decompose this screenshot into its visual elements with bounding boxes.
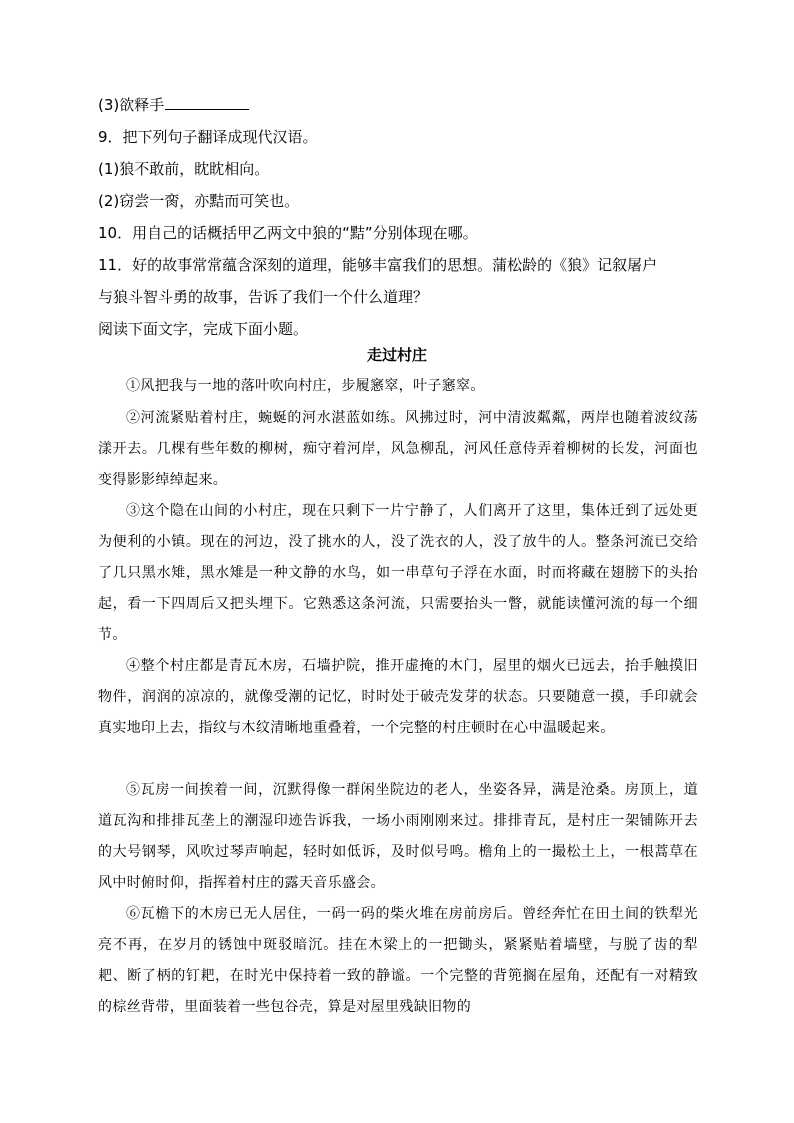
question-11-line-1: 11．好的故事常常蕴含深刻的道理，能够丰富我们的思想。蒲松龄的《狼》记叙屠户	[98, 256, 658, 274]
question-8-3-text: (3)欲释手	[98, 96, 165, 114]
article-paragraph-4: ④整个村庄都是青瓦木房，石墙护院，推开虚掩的木门，屋里的烟火已远去，抬手触摸旧物件，润润的凉凉的，就像受潮的记忆，时时处于破壳发芽的状态。只要随意一摸，手印就会真实地印上去，指纹与木纹清晰地重叠着，一个完整的村庄顿时在心中温暖起来。	[98, 658, 698, 736]
reading-instruction: 阅读下面文字，完成下面小题。	[98, 320, 309, 338]
question-11-line-2: 与狼斗智斗勇的故事，告诉了我们一个什么道理？	[98, 288, 429, 306]
question-9-1: (1)狼不敢前，眈眈相向。	[98, 160, 270, 178]
article-paragraph-2: ②河流紧贴着村庄，蜿蜒的河水湛蓝如练。风拂过时，河中清波粼粼，两岸也随着波纹荡漾开去。几棵有些年数的柳树，痴守着河岸，风急柳乱，河风任意侍弄着柳树的长发，河面也变得影影绰绰起来。	[98, 410, 698, 488]
article-paragraph-6: ⑥瓦檐下的木房已无人居住，一码一码的柴火堆在房前房后。曾经奔忙在田土间的铁犁光亮不再，在岁月的锈蚀中斑驳暗沉。挂在木梁上的一把锄头，紧紧贴着墙壁，与脱了齿的犁耙、断了柄的钉耙，在时光中保持着一致的静谧。一个完整的背篼搁在屋角，还配有一对精致的棕丝背带，里面装着一些包谷壳，算是对屋里残缺旧物的	[98, 906, 698, 1015]
article-title: 走过村庄	[366, 346, 427, 364]
article-paragraph-1: ①风把我与一地的落叶吹向村庄，步履窸窣，叶子窸窣。	[126, 378, 485, 394]
question-9: 9．把下列句子翻译成现代汉语。	[98, 128, 318, 146]
question-10: 10．用自己的话概括甲乙两文中狼的“黠”分别体现在哪。	[98, 224, 478, 242]
question-8-3	[98, 95, 698, 115]
question-9-2: (2)窃尝一脔，亦黠而可笑也。	[98, 192, 300, 210]
article-paragraph-5: ⑤瓦房一间挨着一间，沉默得像一群闲坐院边的老人，坐姿各异，满是沧桑。房顶上，道道瓦沟和排排瓦垄上的潮湿印迹告诉我，一场小雨刚刚来过。排排青瓦，是村庄一架铺陈开去的大号钢琴，风吹过琴声响起，轻时如低诉，及时似号鸣。檐角上的一撮松土上，一根蒿草在风中时俯时仰，指挥着村庄的露天音乐盛会。	[98, 782, 698, 891]
answer-blank[interactable]	[165, 95, 249, 110]
article-paragraph-3: ③这个隐在山间的小村庄，现在只剩下一片宁静了，人们离开了这里，集体迁到了远处更为便利的小镇。现在的河边，没了挑水的人，没了洗衣的人，没了放牛的人。整条河流已交给了几只黑水雉，黑水雉是一种文静的水鸟，如一串草句子浮在水面，时而将藏在翅膀下的头抬起，看一下四周后又把头埋下。它熟悉这条河流，只需要抬头一瞥，就能读懂河流的每一个细节。	[98, 503, 698, 643]
